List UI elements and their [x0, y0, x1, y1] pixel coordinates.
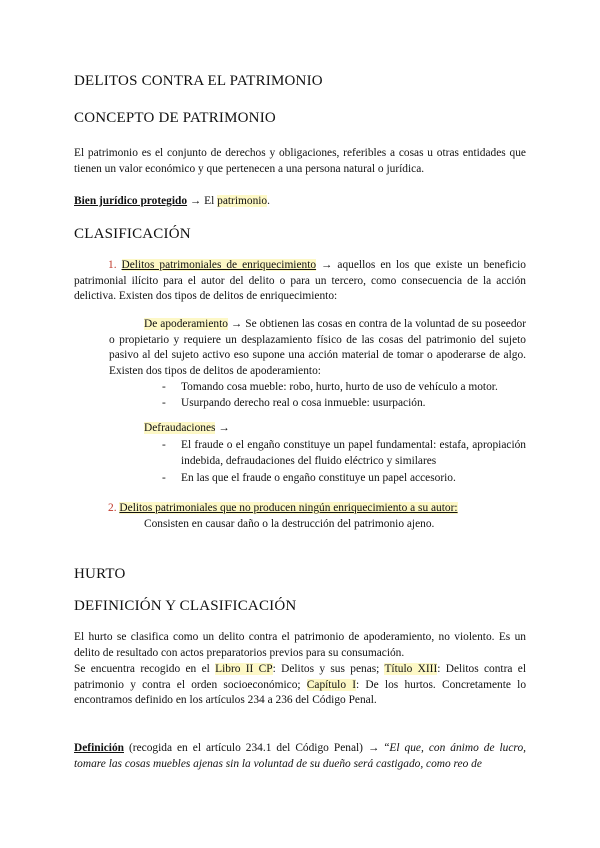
item-2-text: Consisten en causar daño o la destrucción del patrimonio ajeno. [144, 518, 435, 530]
definicion-label: Definición [74, 742, 124, 754]
definicion-text: (recogida en el artículo 234.1 del Código Penal) → “ [124, 742, 390, 754]
definicion-clasificacion-heading: DEFINICIÓN Y CLASIFICACIÓN [74, 598, 297, 614]
definicion-paragraph [74, 741, 526, 772]
clasificacion-heading: CLASIFICACIÓN [74, 226, 191, 242]
bien-juridico-arrow: → El [187, 195, 218, 207]
defraudaciones-bullet-2: - En las que el fraude o engaño constituye un papel accesorio. [162, 472, 456, 484]
hurto-paragraph-2: Se encuentra recogido en el Libro II CP: Delitos y sus penas; Título XIII: Delitos contra el patrimonio y contra el orden socioeconómico; Capítulo I: De los hurtos. Concretamente lo encontramos definido en los artículos 234 a 236 del Código Penal. [74, 663, 527, 706]
apoderamiento-bullet-2: - Usurpando derecho real o cosa inmueble: usurpación. [162, 397, 426, 409]
concepto-heading: CONCEPTO DE PATRIMONIO [74, 110, 276, 126]
capitulo-i: Capítulo I [306, 678, 357, 691]
main-heading: DELITOS CONTRA EL PATRIMONIO [74, 73, 323, 89]
apoderamiento-bullet-1: - Tomando cosa mueble: robo, hurto, hurto de uso de vehículo a motor. [162, 381, 498, 393]
clasificacion-item-2 [108, 501, 526, 517]
libro-ii-cp: Libro II CP [215, 663, 273, 675]
titulo-xiii: Título XIII [384, 663, 438, 675]
apoderamiento-title: De apoderamiento [144, 318, 228, 330]
bien-juridico-line [74, 194, 526, 210]
defraudaciones-arrow: → [215, 422, 230, 434]
item-1-number: 1. [108, 259, 117, 271]
clasificacion-item-1 [74, 258, 526, 305]
item-1-title: Delitos patrimoniales de enriquecimiento [121, 259, 317, 271]
concepto-paragraph: El patrimonio es el conjunto de derechos y obligaciones, referibles a cosas u otras entidades que tienen un valor económico y que pertenecen a una persona natural o jurídica. [74, 147, 526, 175]
defraudaciones-bullet-1: - El fraude o el engaño constituye un papel fundamental: estafa, apropiación indebida, defraudaciones del fluido eléctrico y similares [162, 439, 526, 467]
bien-juridico-label: Bien jurídico protegido [74, 195, 188, 207]
defraudaciones-line [144, 421, 526, 437]
apoderamiento-paragraph [109, 317, 526, 379]
bien-juridico-value: patrimonio [217, 195, 268, 207]
definicion-quote: El que, con ánimo de lucro, tomare las cosas muebles ajenas sin la voluntad de su dueño será castigado, como reo de [74, 742, 526, 770]
item-2-number: 2. [108, 502, 117, 514]
item-1-text: → aquellos en los que existe un beneficio patrimonial ilícito para el autor del delito o para un tercero, como consecuencia de la acción delictiva. Existen dos tipos de delitos de enriquecimiento: [74, 259, 526, 302]
apoderamiento-text: → Se obtienen las cosas en contra de la voluntad de su poseedor o propietario y requiere un desplazamiento físico de las cosas del patrimonio del sujeto pasivo al del sujeto activo eso supone una acción material de tomar o apoderarse de algo. Existen dos tipos de delitos de apoderamiento: [109, 318, 527, 377]
bien-juridico-end: . [267, 195, 270, 207]
hurto-paragraph-1: El hurto se clasifica como un delito contra el patrimonio de apoderamiento, no violento. Es un delito de resultado con actos preparatorios previos para su consumación. [74, 631, 526, 659]
defraudaciones-title: Defraudaciones [144, 422, 216, 434]
item-2-title: Delitos patrimoniales que no producen ningún enriquecimiento a su autor: [119, 502, 458, 514]
hurto-heading: HURTO [74, 566, 126, 582]
